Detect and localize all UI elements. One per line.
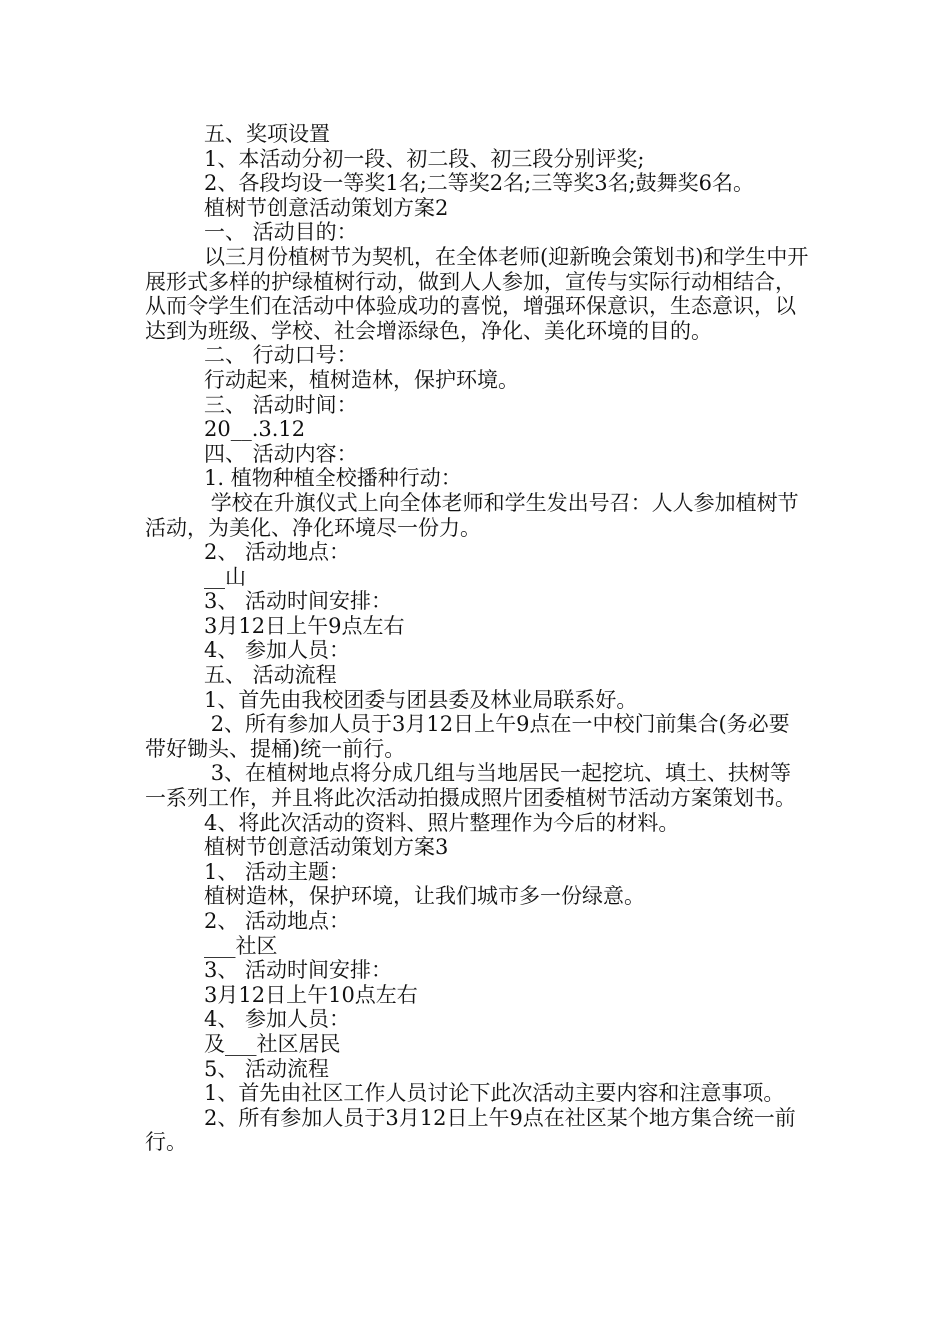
- paragraph: 5、 活动流程: [204, 1056, 330, 1081]
- paragraph: 学校在升旗仪式上向全体老师和学生发出号召：人人参加植树节活动，为美化、净化环境尽一份力。: [145, 490, 799, 540]
- section-heading: 植树节创意活动策划方案3: [204, 835, 449, 860]
- paragraph: 2、所有参加人员于3月12日上午9点在一中校门前集合(务必要带好锄头、提桶)统一前行。: [145, 712, 790, 761]
- paragraph: 一、 活动目的：: [204, 220, 358, 245]
- paragraph: 五、 活动流程: [204, 663, 337, 688]
- paragraph: 1、首先由我校团委与团县委及林业局联系好。: [204, 687, 638, 712]
- paragraph: 以三月份植树节为契机，在全体老师(迎新晚会策划书)和学生中开展形式多样的护绿植树行动，做到人人参加，宣传与实际行动相结合，从而令学生们在活动中体验成功的喜悦，增强环保意识，生态意识，以达到为班级、学校、社会增添绿色，净化、美化环境的目的。: [145, 244, 809, 343]
- paragraph: 3月12日上午10点左右: [204, 982, 418, 1007]
- paragraph: 植树造林，保护环境，让我们城市多一份绿意。: [204, 884, 645, 909]
- paragraph: 2、 活动地点：: [204, 540, 351, 565]
- paragraph: 五、奖项设置: [204, 122, 330, 146]
- paragraph: 4、 参加人员：: [204, 1007, 351, 1032]
- section-heading: 植树节创意活动策划方案2: [204, 195, 449, 220]
- paragraph: 2、所有参加人员于3月12日上午9点在社区某个地方集合统一前行。: [145, 1105, 796, 1155]
- paragraph: ___社区: [204, 933, 278, 958]
- paragraph: 4、将此次活动的资料、照片整理作为今后的材料。: [204, 810, 680, 835]
- paragraph: 20__.3.12: [204, 417, 306, 442]
- paragraph: 及___社区居民: [204, 1031, 341, 1056]
- paragraph: 3、在植树地点将分成几组与当地居民一起挖坑、填土、扶树等一系列工作，并且将此次活动拍摄成照片团委植树节活动方案策划书。: [145, 761, 796, 811]
- paragraph: 四、 活动内容：: [204, 441, 358, 466]
- paragraph: 3、 活动时间安排：: [204, 589, 393, 614]
- paragraph: 三、 活动时间：: [204, 392, 358, 417]
- document-body: [145, 122, 810, 1155]
- paragraph: __山: [204, 564, 246, 589]
- paragraph: 2、各段均设一等奖1名;二等奖2名;三等奖3名;鼓舞奖6名。: [204, 171, 755, 196]
- paragraph: 二、 行动口号：: [204, 343, 358, 368]
- paragraph: 1、本活动分初一段、初二段、初三段分别评奖;: [204, 146, 645, 171]
- paragraph: 行动起来，植树造林，保护环境。: [204, 367, 519, 392]
- paragraph: 4、 参加人员：: [204, 638, 351, 663]
- paragraph: 1. 植物种植全校播种行动：: [204, 466, 462, 491]
- paragraph: 3月12日上午9点左右: [204, 613, 405, 638]
- paragraph: 3、 活动时间安排：: [204, 958, 393, 983]
- paragraph: 1、 活动主题：: [204, 859, 351, 884]
- paragraph: 1、首先由社区工作人员讨论下此次活动主要内容和注意事项。: [204, 1081, 785, 1106]
- paragraph: 2、 活动地点：: [204, 909, 351, 933]
